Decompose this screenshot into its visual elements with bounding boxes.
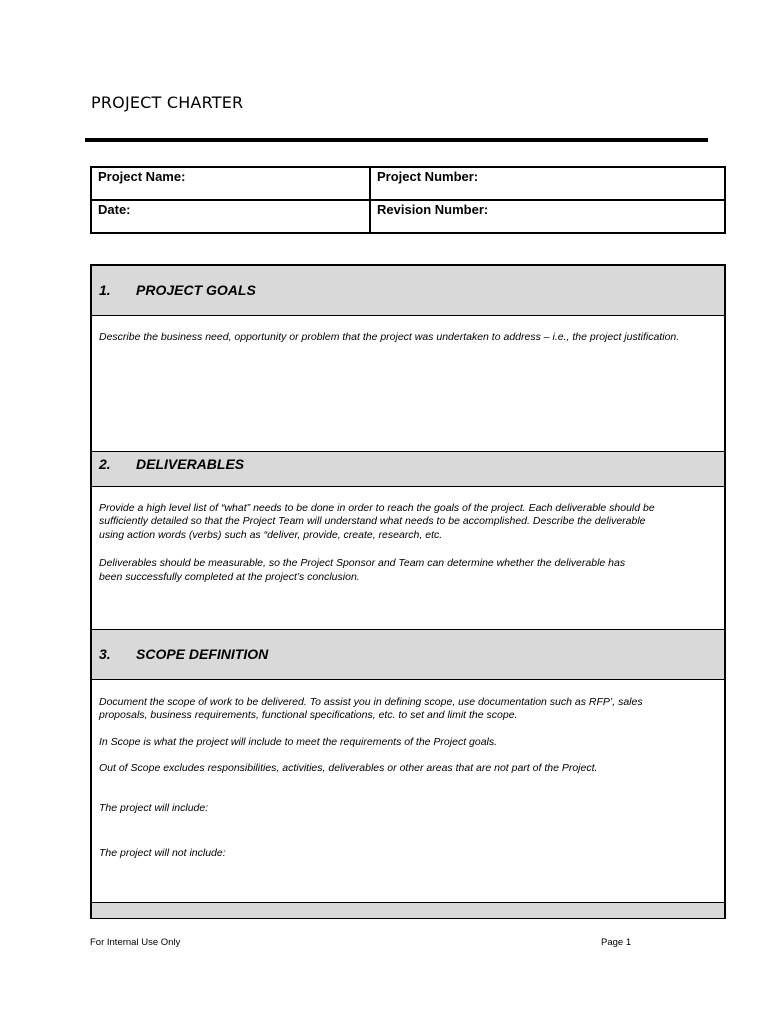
title-divider (85, 138, 708, 142)
section-paragraph: Deliverables should be measurable, so the Project Sponsor and Team can determine whether the deliverable has been successfully completed at the project’s conclusion. (99, 557, 626, 583)
section-paragraph: In Scope is what the project will include to meet the requirements of the Project goals. (99, 735, 498, 748)
section-paragraph: The project will not include: (99, 847, 226, 860)
project-name-label: Project Name: (98, 169, 186, 184)
section-header-next (92, 902, 724, 918)
project-info-table (90, 166, 726, 234)
revision-number-label: Revision Number: (377, 202, 489, 217)
table-row (91, 167, 725, 200)
section-body-deliverables[interactable] (92, 502, 724, 584)
date-label: Date: (98, 202, 131, 217)
project-number-label: Project Number: (377, 169, 479, 184)
section-header-scope-definition (92, 629, 724, 680)
section-heading: DELIVERABLES (136, 456, 245, 472)
footer-internal-use: For Internal Use Only (90, 937, 181, 948)
section-paragraph: Document the scope of work to be delivered. To assist you in defining scope, use documentation such as RFP’, sales proposals, business requirements, functional specifications, etc. to set and limit the scope. (99, 696, 643, 722)
charter-sections-table (90, 264, 726, 919)
section-body-project-goals[interactable] (92, 331, 724, 344)
section-header-project-goals (92, 266, 724, 316)
section-heading: PROJECT GOALS (136, 282, 256, 298)
section-number: 2. (99, 456, 111, 472)
section-paragraph: Out of Scope excludes responsibilities, activities, deliverables or other areas that are not part of the Project. (99, 762, 598, 775)
date-cell[interactable] (91, 200, 370, 233)
project-number-cell[interactable] (370, 167, 725, 200)
footer-page-number: Page 1 (601, 937, 632, 948)
section-number: 1. (99, 282, 111, 298)
section-paragraph: Describe the business need, opportunity or problem that the project was undertaken to address – i.e., the project justification. (99, 331, 680, 343)
section-number: 3. (99, 646, 111, 662)
section-header-deliverables (92, 451, 724, 487)
section-body-scope-definition[interactable] (92, 696, 724, 860)
section-paragraph: The project will include: (99, 801, 209, 814)
table-row (91, 200, 725, 233)
document-title: PROJECT CHARTER (91, 93, 244, 112)
section-paragraph: Provide a high level list of “what” needs to be done in order to reach the goals of the project. Each deliverable should be sufficiently detailed so that the Project Team will understand what needs to be accomplished. Describe the deliverable using action words (verbs) such as “deliver, provide, create, research, etc. (99, 502, 655, 541)
project-name-cell[interactable] (91, 167, 370, 200)
section-heading: SCOPE DEFINITION (136, 646, 269, 662)
revision-number-cell[interactable] (370, 200, 725, 233)
